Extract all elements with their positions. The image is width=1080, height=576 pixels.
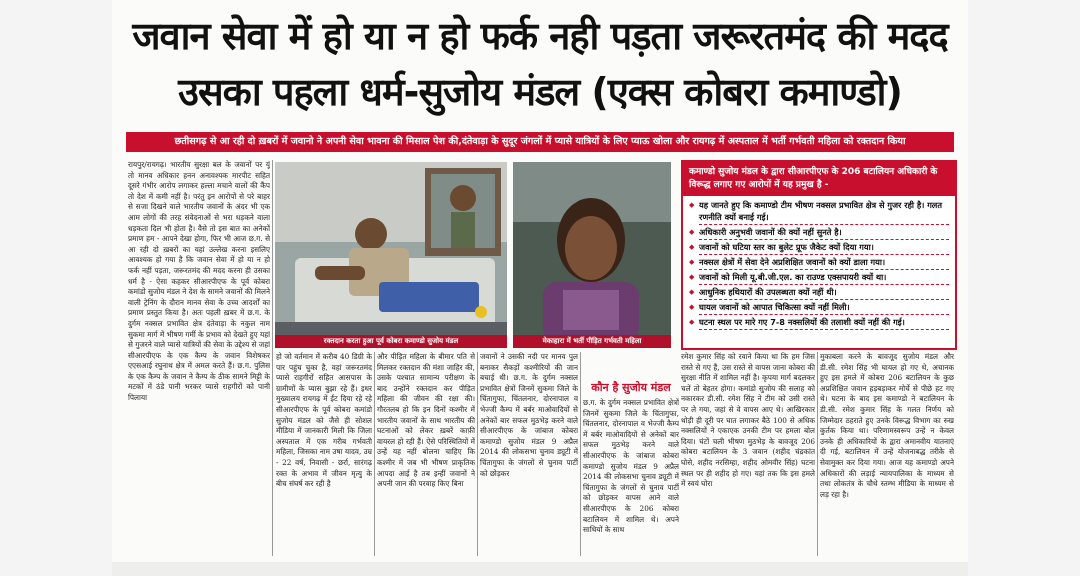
section-subheading: कौन है सुजोय मंडल bbox=[591, 381, 671, 394]
patient-image bbox=[513, 162, 671, 348]
allegation-item: ◆ जवानों को मिली यू.बी.जी.एल. का राउण्ड एक्सपायरी क्यों था। bbox=[699, 270, 949, 285]
allegation-item: ◆ आधुनिक हथियारों की उपलब्धता क्यों नहीं थी। bbox=[699, 285, 949, 300]
allegations-title: कमाण्डो सुजोय मंडल के द्वारा सीआरपीएफ के 206 बटालियन अधिकारी के विरूद्ध लगाए गए आरोपों में यह प्रमुख है - bbox=[683, 162, 955, 196]
allegations-box bbox=[681, 160, 957, 350]
allegation-item: ◆ घायल जवानों को आपात चिकित्सा क्यों नहीं मिली। bbox=[699, 300, 949, 315]
allegation-item: ◆ जवानों को घटिया स्तर का बुलेट प्रूफ जैकेट क्यों दिया गया। bbox=[699, 240, 949, 255]
article-column-4: जवानों ने उसकी नदी पर मानव पुल बनाकर सैकड़ों कश्मीरियों की जान बचाई थी। छ.ग. के दुर्गम नक्सल प्रभावित क्षेत्रों जिनमें सुकमा जिले के चिंतागुफा, चिंतलनार, दोरनापाल व भेज्जी कैम्प में बर्बर माओवादियों से अनेकों बार सफल मुठभेड़ करने वाले सीआरपीएफ के जांबाज कोबरा कमाण्डो सुजोय मंडल 9 अप्रैल 2014 की लोकसभा चुनाव ड्यूटी में चिंतागुफा के जंगलों से चुनाव पार्टी को छोड़कर bbox=[480, 352, 578, 478]
photo-blood-donation bbox=[275, 162, 507, 348]
photo-caption-right: मेकाहारा में भर्ती पीड़ित गर्भवती महिला bbox=[513, 335, 671, 348]
column-divider bbox=[272, 160, 273, 556]
blood-donation-image bbox=[275, 162, 507, 348]
allegation-item: ◆ अधिकारी अनुभवी जवानों की क्यों नहीं सुनते है। bbox=[699, 225, 949, 240]
article-column-5 bbox=[583, 352, 679, 376]
allegation-item: ◆ यह जानते हुए कि कमाण्डो टीम भीषण नक्सल प्रभावित क्षेत्र से गुजर रही है। गलत रणनीति क्यों बनाई गई। bbox=[699, 198, 949, 225]
allegation-item: ◆ नक्सल क्षेत्रों में सेवा देने अप्रशिक्षित जवानों को क्यों डाला गया। bbox=[699, 255, 949, 270]
photo-group bbox=[275, 162, 675, 348]
article-column-1: रायपुर/रायगढ़। भारतीय सुरक्षा बल के जवानों पर यूं तो मानव अधिकार हनन अनावश्यक मारपीट सहित दूसरे गंभीर आरोप लगाकर हल्ला मचाने वालों की कैंप तो देश में कमी नहीं है। परंतु इन आरोपों से परे बाहर से सजा दिखने वाले भारतीय जवानों के अंदर भी एक आम लोगों की तरह संवेदनाओं से भरा धड़कने वाला धड़कता दिल भी होता है। वैसे तो इस बात का अनेकों प्रमाण हम - आपने देखा होगा, फिर भी आज छ.ग. से आ रही दो ख़बरों का यहां उल्लेख करना इसलिए आवश्यक हो गया है कि जवान सेवा में हो या न हो फर्क नहीं पड़ता, जरूरतमंद की मदद करना ही उसका धर्म है - ऐसा कहकर सीआरपीएफ के पूर्व कोबरा कमांडो सुजोय मंडल ने देश के सामने जवानों की मिलने वाली ट्रेनिंग के दौरान मानव सेवा के उच्च आदर्शों का प्रमाण प्रस्तुत किया है। अतः पहली ख़बर में छ.ग. के दुर्गम नक्सल प्रभावित क्षेत्र दंतेवाड़ा के नकुल नाम सुकमा मार्ग में भीषण गर्मी के प्रभाव को देखते हुए यहां से गुजरने वाले प्यासे यात्रियों की सेवा के उद्देश्य से जहां सीआरपीएफ के एक कैम्प के जवान विशेषकर एएसआई रघुनाथ क्षेत्र में अमल करते हैं। छ.ग. पुलिस के एक कैम्प के जवान ने कैम्प के ठीक सामने मिट्टी के मटकों में ठंडे पानी भरकर प्यासे राहगीरों को पानी पिलाया bbox=[128, 160, 270, 403]
next-page-strip bbox=[112, 562, 968, 576]
article-column-7: रमेश कुमार सिंह को रवाने किया था कि हम जिस रास्ते से गए हैं, उस रास्ते से वापस जाना कोबरा की सुरक्षा नीति में शामिल नहीं है। कृपया मार्ग बदलकर चलें तो बेहतर होगा। कमांडो सुजोय की सलाह को नकारकर डी.सी. रमेश सिंह ने टीम को उसी रास्ते पर ले गया, जहां से वे वापस आए थे। आखिरकार थोड़ी ही दूरी पर घात लगाकर बैठे 100 से अधिक नक्सलियों ने एकाएक उनकी टीम पर हमला बोल दिया। घंटों चली भीषण मुठभेड़ के बावजूद 206 कोबरा बटालियन के 3 जवान (शहीद चंद्रकांत घोसे, शहीद नरसिम्हा, शहीद ओमवीर सिंह) घटना स्थल पर ही शहीद हो गए। यहां तक कि इस हमले में स्वयं घोरा bbox=[681, 352, 815, 489]
newspaper-page bbox=[112, 0, 968, 576]
article-column-6: छ.ग. के दुर्गम नक्सल प्रभावित क्षेत्रों जिनमें सुकमा जिले के चिंतागुफा, चिंतलनार, दोरनापाल व भेज्जी कैम्प में बर्बर माओवादियों से अनेकों बार सफल मुठभेड़ करने वाले सीआरपीएफ के जांबाज कोबरा कमाण्डो सुजोय मंडल 9 अप्रैल 2014 की लोकसभा चुनाव ड्यूटी में चिंतागुफा के जंगलों से चुनाव पार्टी को छोड़कर वापस आने वाले सीआरपीएफ के 206 कोबरा बटालियन में शामिल थे। अपने साथियों के साथ bbox=[583, 398, 679, 535]
page-left-margin bbox=[0, 0, 112, 576]
article-column-3: और पीड़ित महिला के बीमार पति से मिलकर रक्तदान की मंशा जाहिर की, उसके पश्चात सामान्य परीक्षण के बाद उन्होंने रक्तदान कर पीड़ित महिला की जीवन की रक्षा की। गौरतलब हो कि इन दिनों कश्मीर में भारतीय जवानों के साथ भारतीय की घटनाओं को लेकर ख़बरें काफ़ी वायरल हो रही हैं। ऐसे परिस्थितियों में उन्हें यह नहीं बोलना चाहिए कि कश्मीर में जब भी भीषण प्राकृतिक आपदा आई है तब इन्हीं जवानों ने अपनी जान की परवाह किए बिना bbox=[377, 352, 475, 489]
headline-line-1: जवान सेवा में हो या न हो फर्क नही पड़ता जरूरतमंद की मदद bbox=[132, 14, 948, 58]
column-divider bbox=[580, 352, 581, 556]
allegation-item: ◆ घटना स्थल पर मारे गए 7-8 नक्सलियों की तलाशी क्यों नहीं की गई। bbox=[699, 315, 949, 330]
page-right-margin bbox=[968, 0, 1080, 576]
article-column-8: मुकाबला करने के बावजूद सुजोय मंडल और डी.सी. रमेश सिंह भी घायल हो गए थे, अचानक हुए इस हमले में कोबरा 206 बटालियन के कुछ अप्रशिक्षित जवान हड़बड़ाकर मोर्चे से पीछे हट गए थे। घटना के बाद इस कमाण्डो ने बटालियन के डी.सी. रमेश कुमार सिंह के गलत निर्णय को जिम्मेदार ठहराते हुए उनके विरूद्ध विभाग का रुख कुर्तक किया था। परिणामस्वरूप उन्हें न केवल उनके ही अधिकारियों के द्वारा अमानवीय यातनाएं दी गई, बटालियन में उन्हें योजनाबद्ध तरीके से सेवामुक्त कर दिया गया। आज यह कमाण्डो अपने अधिकारों की लड़ाई न्यायपालिका के माध्यम से तथा लोकतंत्र के चौथे स्तम्भ मीडिया के माध्यम से लड़ रहा है। bbox=[820, 352, 954, 499]
article-column-2: हो जो वर्तमान में करीब 40 डिग्री के पार पहुंच चुका है, वहां जरूरतमंद प्यासे राहगीरों सहित आसपास के ग्रामीणों के प्यास बुझा रहे हैं। इधर मुख्यालय रायगढ़ में ईंट दिया रहे रहे सीआरपीएफ के पूर्व कोबरा कमांडो सुजोय मंडल को जैसे ही सोशल मीडिया में जानकारी मिली कि जिला अस्पताल में एक गरीब गर्भवती महिला, जिसका नाम उषा यादव, उम्र - 22 वर्ष, निवासी - छर्रा, सारंगढ़ रक्त के अभाव में जीवन मृत्यु के बीच संघर्ष कर रही है bbox=[276, 352, 372, 489]
photo-patient bbox=[513, 162, 671, 348]
photo-caption-left: रक्तदान करता हुआ पूर्व कोबरा कमाण्डो सुजोय मंडल bbox=[275, 335, 507, 348]
column-divider bbox=[374, 352, 375, 556]
column-divider bbox=[477, 352, 478, 556]
subheadline-banner: छतीसगढ़ से आ रही दो ख़बरों में जवानो ने अपनी सेवा भावना की मिसाल पेश की,दंतेवाड़ा के सुदूर जंगलों में प्यासे यात्रियों के लिए प्याऊ खोला और रायगढ़ में अस्पताल में भर्ती गर्भवती महिला को रक्तदान किया bbox=[126, 132, 954, 152]
headline-line-2: उसका पहला धर्म-सुजोय मंडल (एक्स कोबरा कमाण्डो) bbox=[178, 70, 902, 114]
allegations-list bbox=[683, 196, 955, 330]
column-divider bbox=[817, 352, 818, 556]
